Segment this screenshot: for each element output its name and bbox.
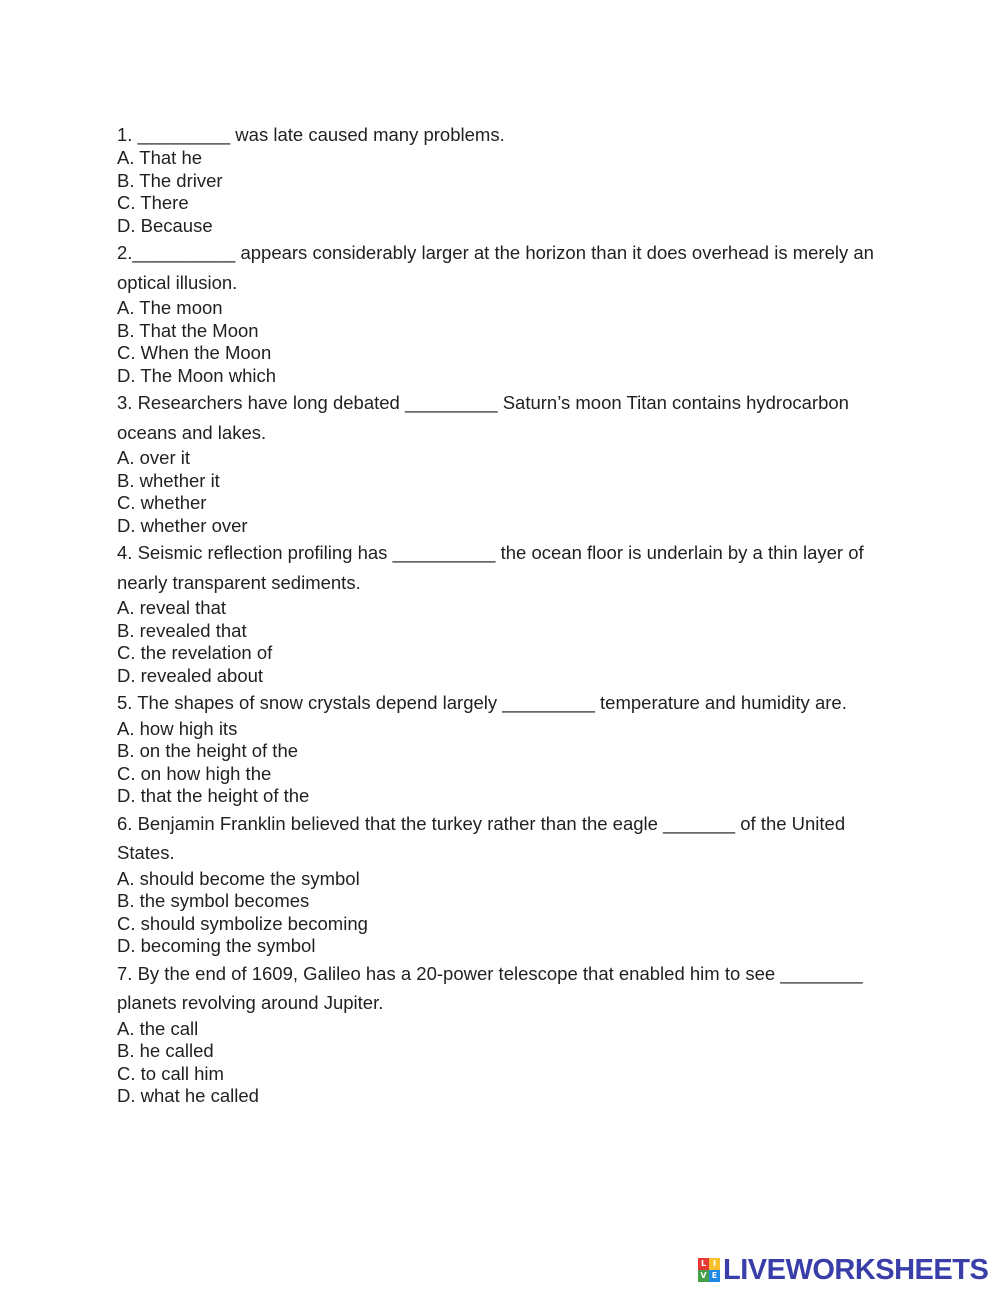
option-a: A. over it (117, 447, 190, 468)
option-list (117, 447, 877, 537)
question-7 (117, 959, 877, 1108)
option-b: B. That the Moon (117, 319, 259, 341)
logo-tile-l: L (698, 1258, 709, 1270)
option-b: B. The driver (117, 169, 223, 191)
option-d: D. that the height of the (117, 785, 310, 806)
option-c: C. the revelation of (117, 642, 273, 663)
question-stem: 5. The shapes of snow crystals depend largely _________ temperature and humidity are. (117, 692, 847, 713)
logo-tile-i: I (709, 1258, 720, 1270)
option-b: B. revealed that (117, 619, 247, 641)
question-4 (117, 538, 877, 687)
question-stem: 6. Benjamin Franklin believed that the turkey rather than the eagle _______ of the United States. (117, 812, 846, 863)
option-c: C. to call him (117, 1062, 224, 1084)
option-a: A. the call (117, 1017, 199, 1039)
option-c: C. When the Moon (117, 342, 272, 363)
option-b: B. on the height of the (117, 740, 299, 761)
option-d: D. what he called (117, 1085, 259, 1106)
option-b: B. the symbol becomes (117, 890, 310, 911)
option-d: D. Because (117, 214, 213, 236)
option-a: A. The moon (117, 297, 223, 318)
option-a: A. should become the symbol (117, 867, 360, 889)
option-d: D. whether over (117, 514, 248, 536)
option-b: B. whether it (117, 469, 220, 491)
option-c: C. whether (117, 492, 207, 513)
live-logo-icon (698, 1258, 720, 1282)
logo-tile-e: E (709, 1270, 720, 1282)
option-c: C. should symbolize becoming (117, 912, 368, 934)
question-stem: 2.__________ appears considerably larger at the horizon than it does overhead is merely an optical illusion. (117, 242, 874, 293)
option-c: C. There (117, 192, 189, 213)
question-stem: 3. Researchers have long debated _________ Saturn’s moon Titan contains hydrocarbon oceans and lakes. (117, 392, 849, 443)
question-3 (117, 388, 877, 537)
question-1 (117, 123, 877, 237)
option-list (117, 1018, 877, 1108)
option-d: D. revealed about (117, 664, 264, 686)
option-d: D. becoming the symbol (117, 935, 316, 956)
option-list (117, 297, 877, 387)
liveworksheets-logo (698, 1255, 988, 1285)
worksheet (117, 123, 877, 1109)
logo-tile-v: V (698, 1270, 709, 1282)
option-d: D. The Moon which (117, 364, 277, 386)
option-list (117, 868, 877, 958)
brand-name: LIVEWORKSHEETS (723, 1254, 989, 1286)
question-stem: 4. Seismic reflection profiling has __________ the ocean floor is underlain by a thin layer of nearly transparent sediments. (117, 542, 864, 593)
option-a: A. reveal that (117, 597, 227, 618)
option-a: A. That he (117, 147, 203, 168)
question-stem: 7. By the end of 1609, Galileo has a 20-power telescope that enabled him to see ________ planets revolving around Jupiter. (117, 962, 863, 1013)
option-a: A. how high its (117, 717, 238, 739)
option-list (117, 147, 877, 237)
question-2 (117, 238, 877, 387)
question-6 (117, 809, 877, 958)
option-c: C. on how high the (117, 762, 272, 784)
option-list (117, 597, 877, 687)
option-list (117, 718, 877, 808)
option-b: B. he called (117, 1040, 214, 1061)
question-5 (117, 688, 877, 808)
question-stem: 1. _________ was late caused many problems. (117, 124, 505, 145)
